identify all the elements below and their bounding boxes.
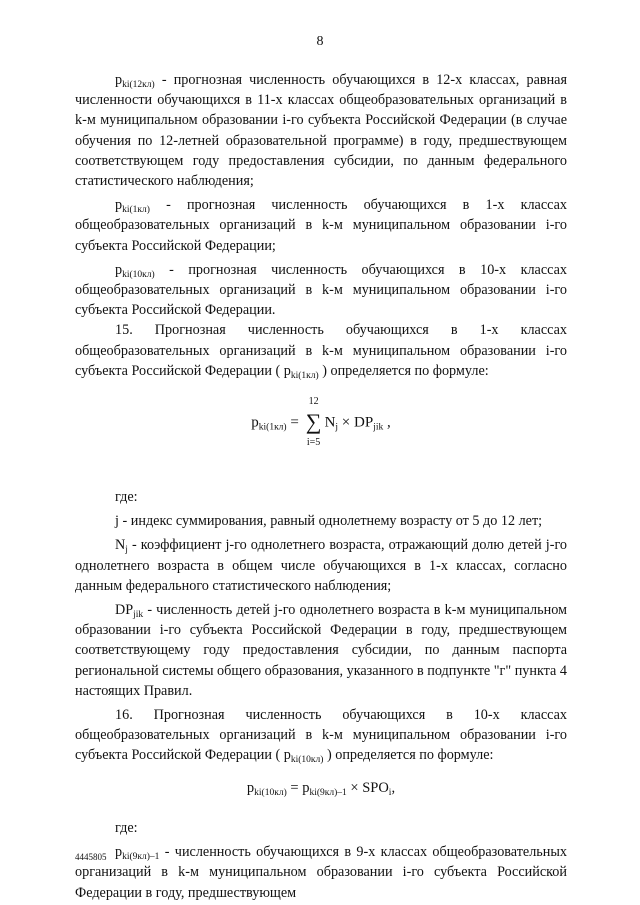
definition-text: - индекс суммирования, равный однолетнему возрасту от 5 до 12 лет; <box>118 513 543 530</box>
symbol-subscript: ki(10кл) <box>290 755 324 766</box>
sum-upper-limit: 12 <box>308 396 319 408</box>
summation <box>303 396 325 449</box>
where-label: где: <box>115 819 138 836</box>
formula-1 <box>75 385 567 465</box>
symbol: DP <box>115 602 134 619</box>
definition-text: - численность детей j-го однолетнего возраста в k-м муниципальном образовании i-го субъекта Российской Федерации в году, предшествующем соответствующему году предоставления субсидии, по данным паспорта региональной системы общего образования, указанного в подпункте "г" пункта 4 настоящих Правил. <box>75 602 567 699</box>
clause-text-end: ) определяется по формуле: <box>318 362 489 379</box>
symbol: j <box>115 513 119 530</box>
document-id: 4445805 <box>75 852 107 862</box>
symbol: p <box>283 362 291 379</box>
symbol-subscript: ki(9кл)–1 <box>122 852 160 863</box>
formula-lhs: p <box>251 414 259 431</box>
definition-dp <box>75 600 567 701</box>
formula-2 <box>75 778 567 798</box>
definition-text: - прогнозная численность обучающихся в 1-х классах общеобразовательных организаций в k-м муниципальном образовании i-го субъекта Российской Федерации; <box>75 197 567 254</box>
formula-lhs: p <box>246 779 255 796</box>
where-label: где: <box>115 489 138 506</box>
symbol-subscript: ki(12кл) <box>122 80 155 90</box>
document-body <box>75 70 567 903</box>
definition-j <box>75 511 567 531</box>
clause-16 <box>75 705 567 766</box>
symbol: p <box>115 72 123 88</box>
symbol-subscript: jik <box>133 610 144 621</box>
formula-equals: = <box>286 779 303 796</box>
formula-term-n: N <box>324 414 336 431</box>
clause-text: 15. Прогнозная численность обучающихся в 1-х классах общеобразовательных организаций в k-м муниципальном образовании i-го субъекта Российской Федерации ( <box>75 322 567 379</box>
formula-lhs-subscript: ki(1кл) <box>258 422 287 433</box>
clause-text-end: ) определяется по формуле: <box>323 747 494 764</box>
definition-p9 <box>75 842 567 903</box>
definition-p1 <box>75 195 567 256</box>
definition-p12 <box>75 70 567 191</box>
formula-term-dp: × DP <box>338 414 374 431</box>
symbol: N <box>115 537 126 554</box>
clause-text: 16. Прогнозная численность обучающихся в 10-х классах общеобразовательных организаций в k-м муниципальном образовании i-го субъекта Российской Федерации ( <box>75 707 567 764</box>
definition-text: - коэффициент j-го однолетнего возраста, отражающий долю детей j-го однолетнего возраста в общем числе обучающихся в 1-х классах, согласно данным федерального статистического наблюдения; <box>75 537 567 594</box>
formula-lhs-subscript: ki(10кл) <box>254 787 287 798</box>
symbol-subscript: ki(1кл) <box>290 370 319 381</box>
formula-term-spo-subscript: i <box>388 787 392 798</box>
sigma-symbol: ∑ <box>305 409 322 435</box>
definition-text: - численность обучающихся в 9-х классах общеобразовательных организаций в k-м муниципальном образовании i-го субъекта Российской Федерации в году, предшествующем <box>75 844 567 901</box>
definition-text: - прогнозная численность обучающихся в 12-х классах, равная численности обучающихся в 11-х классах общеобразовательных организаций в k-м муниципальном образовании i-го субъекта Российской Федерации (в случае обучения по 12-летней образовательной программе) в году, предшествующем соответствующем году предоставления субсидии, по данным федерального статистического наблюдения; <box>75 72 567 190</box>
symbol-subscript: ki(1кл) <box>122 205 150 216</box>
formula-term-n-subscript: j <box>335 422 339 433</box>
symbol-subscript: j <box>125 545 128 556</box>
formula-term-spo: × SPO <box>346 779 389 796</box>
symbol: p <box>283 747 291 764</box>
symbol: p <box>115 261 123 278</box>
page-number: 8 <box>316 34 324 49</box>
definition-nj <box>75 535 567 596</box>
definition-p10 <box>75 260 567 321</box>
formula-term-dp-subscript: jik <box>373 422 384 433</box>
formula-term-p-subscript: ki(9кл)–1 <box>309 787 347 798</box>
formula-term-p: p <box>302 779 310 796</box>
formula-equals: = <box>286 414 303 431</box>
formula-end: , <box>383 414 391 431</box>
clause-15 <box>75 320 567 381</box>
sum-lower-limit: i=5 <box>306 437 321 449</box>
formula-end: , <box>391 779 396 796</box>
definition-text: - прогнозная численность обучающихся в 10-х классах общеобразовательных организаций в k-м муниципальном образовании i-го субъекта Российской Федерации. <box>75 261 567 319</box>
symbol: p <box>115 197 123 214</box>
symbol: p <box>115 844 123 861</box>
symbol-subscript: ki(10кл) <box>122 269 155 280</box>
